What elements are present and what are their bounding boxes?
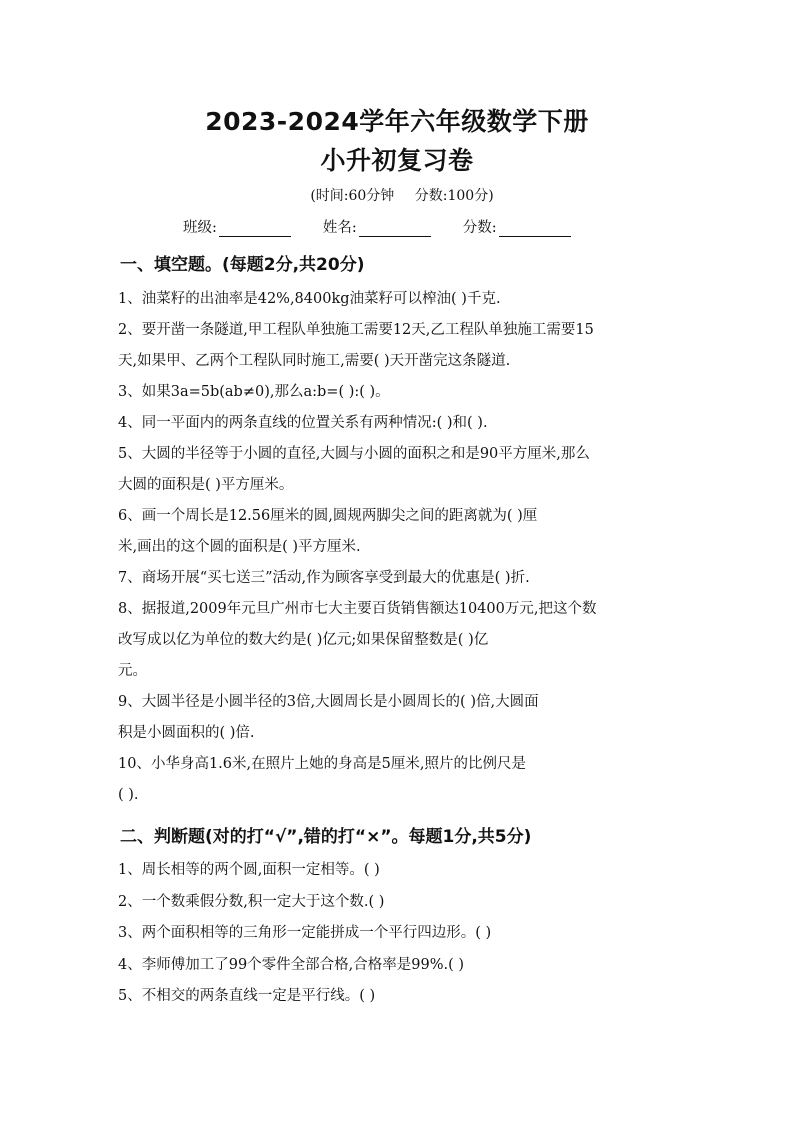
section-true-false-heading: 二、判断题(对的打“√”,错的打“×”。每题1分,共5分) [120, 827, 532, 847]
name-blank [359, 219, 431, 237]
question-line: 2、要开凿一条隧道,甲工程队单独施工需要12天,乙工程队单独施工需要15 [118, 322, 594, 338]
question-line: 6、画一个周长是12.56厘米的圆,圆规两脚尖之间的距离就为( )厘 [118, 508, 538, 524]
question-line: 积是小圆面积的( )倍. [118, 725, 255, 741]
score-field [463, 216, 571, 237]
question-line: 9、大圆半径是小圆半径的3倍,大圆周长是小圆周长的( )倍,大圆面 [118, 694, 539, 710]
question-line: 1、油菜籽的出油率是42%,8400kg油菜籽可以榨油( )千克. [118, 291, 501, 307]
question-line: 4、李师傅加工了99个零件全部合格,合格率是99%.( ) [118, 956, 465, 973]
question-line: 5、大圆的半径等于小圆的直径,大圆与小圆的面积之和是90平方厘米,那么 [118, 446, 590, 462]
exam-subtitle: 小升初复习卷 [320, 146, 474, 175]
question-line: 4、同一平面内的两条直线的位置关系有两种情况:( )和( ). [118, 415, 488, 431]
name-label: 姓名: [322, 220, 357, 236]
section-fill-in-heading: 一、填空题。(每题2分,共20分) [120, 255, 365, 275]
student-info [183, 216, 571, 237]
score-label: 分数: [462, 220, 497, 236]
class-blank [219, 219, 291, 237]
question-line: 3、如果3a=5b(ab≠0),那么a:b=( ):( )。 [118, 384, 390, 400]
question-line: 改写成以亿为单位的数大约是( )亿元;如果保留整数是( )亿 [118, 632, 489, 648]
question-line: ( ). [118, 787, 139, 803]
fill-in-questions [118, 284, 674, 811]
question-line: 天,如果甲、乙两个工程队同时施工,需要( )天开凿完这条隧道. [118, 353, 511, 369]
true-false-questions [118, 855, 674, 1013]
exam-meta [0, 185, 794, 205]
score-blank [499, 219, 571, 237]
class-label: 班级: [183, 220, 217, 236]
question-line: 2、一个数乘假分数,积一定大于这个数.( ) [118, 893, 385, 910]
question-line: 1、周长相等的两个圆,面积一定相等。( ) [118, 862, 380, 878]
exam-time: (时间:60分钟 [310, 188, 395, 204]
question-line: 5、不相交的两条直线一定是平行线。( ) [118, 988, 376, 1004]
question-line: 10、小华身高1.6米,在照片上她的身高是5厘米,照片的比例尺是 [118, 756, 526, 772]
question-line: 3、两个面积相等的三角形一定能拼成一个平行四边形。( ) [118, 925, 492, 941]
exam-title: 2023-2024学年六年级数学下册 [205, 107, 589, 136]
name-field [323, 216, 431, 237]
question-line: 大圆的面积是( )平方厘米。 [118, 477, 294, 493]
exam-total-score: 分数:100分) [414, 188, 494, 204]
question-line: 元。 [118, 663, 147, 679]
class-field [183, 216, 291, 237]
question-line: 米,画出的这个圆的面积是( )平方厘米. [118, 539, 361, 555]
question-line: 8、据报道,2009年元旦广州市七大主要百货销售额达10400万元,把这个数 [118, 601, 597, 617]
question-line: 7、商场开展“买七送三”活动,作为顾客享受到最大的优惠是( )折. [118, 570, 530, 586]
